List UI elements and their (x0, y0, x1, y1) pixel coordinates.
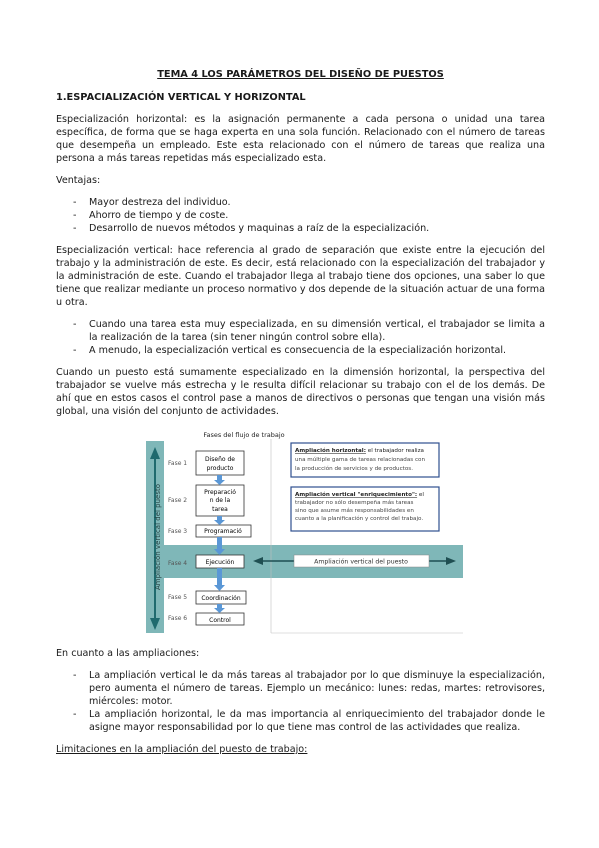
phase-box-text: n de la (209, 497, 231, 504)
section-heading: 1.ESPACIALIZACIÓN VERTICAL Y HORIZONTAL (56, 92, 306, 103)
list-item: - Ahorro de tiempo y de coste. (73, 210, 229, 221)
horizontal-band-label: Ampliación vertical del puesto (314, 558, 408, 566)
limitaciones-heading: Limitaciones en la ampliación del puesto de trabajo: (56, 744, 308, 755)
phase-label: Fase 5 (168, 594, 188, 601)
phase-label: Fase 2 (168, 497, 188, 504)
phase-box-text: Diseño de (205, 456, 235, 463)
phase-box-text: producto (206, 465, 234, 472)
list-item: - A menudo, la especialización vertical es consecuencia de la especialización horizontal. (73, 345, 507, 356)
ventajas-label: Ventajas: (56, 175, 101, 186)
flow-title: Fases del flujo de trabajo (203, 431, 285, 439)
info-box-text: la producción de servicios y de productos. (295, 466, 413, 472)
info-box-text: Ampliación horizontal: el trabajador realiza (295, 448, 424, 454)
phase-box-text: Control (209, 617, 231, 624)
paragraph-puesto: Cuando un puesto está sumamente especializado en la dimensión horizontal, la perspectiva del trabajador se vuelve más estrecha y le resulta difícil relacionar su trabajo con el de los demás. De ahí que en estos casos el control pase a manos de directivos o personas que tengan una visión más global, una visión del conjunto de actividades. (56, 367, 545, 417)
phase-label: Fase 3 (168, 528, 188, 535)
ampliaciones-label: En cuanto a las ampliaciones: (56, 648, 200, 659)
job-enlargement-diagram (146, 427, 463, 637)
list-item: - Cuando una tarea esta muy especializada, en su dimensión vertical, el trabajador se limita a la realización de la tarea (sin tener ningún control sobre ella). (73, 319, 545, 343)
list-item: - La ampliación horizontal, le da mas importancia al enriquecimiento del trabajador donde le asigne mayor responsabilidad por lo que tiene mas control de las actividades que realiza. (73, 709, 545, 733)
phase-box-text: Preparació (204, 489, 236, 496)
phase-box-text: Coordinación (201, 595, 241, 602)
phase-label: Fase 1 (168, 460, 188, 467)
phase-label: Fase 6 (168, 615, 188, 622)
phase-box-text: Programació (204, 528, 242, 535)
document-title: TEMA 4 LOS PARÁMETROS DEL DISEÑO DE PUESTOS (157, 69, 444, 80)
list-item: - La ampliación vertical le da más tareas al trabajador por lo que disminuye la especialización, pero aumenta el número de tareas. Ejemplo un mecánico: lunes: redas, martes: retrovisores, miércoles: motor. (73, 670, 545, 707)
paragraph-vertical: Especialización vertical: hace referencia al grado de separación que existe entre la ejecución del trabajo y la administración de este. Es decir, está relacionado con la especialización del trabajador y la administración de este. Cuando el trabajador llega al trabajo tiene dos opciones, una saber lo que tiene que realizar mediante un proceso normativo y dos depende de la situación actuar de una forma u otra. (56, 245, 545, 308)
info-box-text: sino que asume más responsabilidades en (295, 508, 414, 514)
info-box-text: Ampliación vertical "enriquecimiento": el (295, 492, 424, 498)
phase-box-text: tarea (212, 506, 228, 513)
document-page (56, 68, 545, 765)
list-item: - Desarrollo de nuevos métodos y maquinas a raíz de la especialización. (73, 223, 430, 234)
phase-box-text: Ejecución (205, 559, 235, 566)
info-box-text: cuanto a la planificación y control del trabajo. (295, 516, 424, 522)
vertical-list (56, 318, 545, 357)
info-box-text: trabajador no sólo desempeña más tareas (295, 500, 414, 506)
list-item: - Mayor destreza del individuo. (73, 197, 231, 208)
ventajas-list (56, 196, 545, 235)
paragraph-horizontal: Especialización horizontal: es la asignación permanente a cada persona o unidad una tarea específica, de forma que se haga experta en una sola función. Relacionado con el número de tareas que desempeña un empleado. Este esta relacionado con el número de tareas que realiza una persona a más tareas repetidas más especializado esta. (56, 114, 545, 164)
vertical-axis-label: Ampliación vertical del puesto (154, 483, 162, 591)
phase-label: Fase 4 (168, 560, 188, 567)
info-box-text: una múltiple gama de tareas relacionadas con (295, 457, 426, 463)
ampliaciones-list (56, 669, 545, 734)
